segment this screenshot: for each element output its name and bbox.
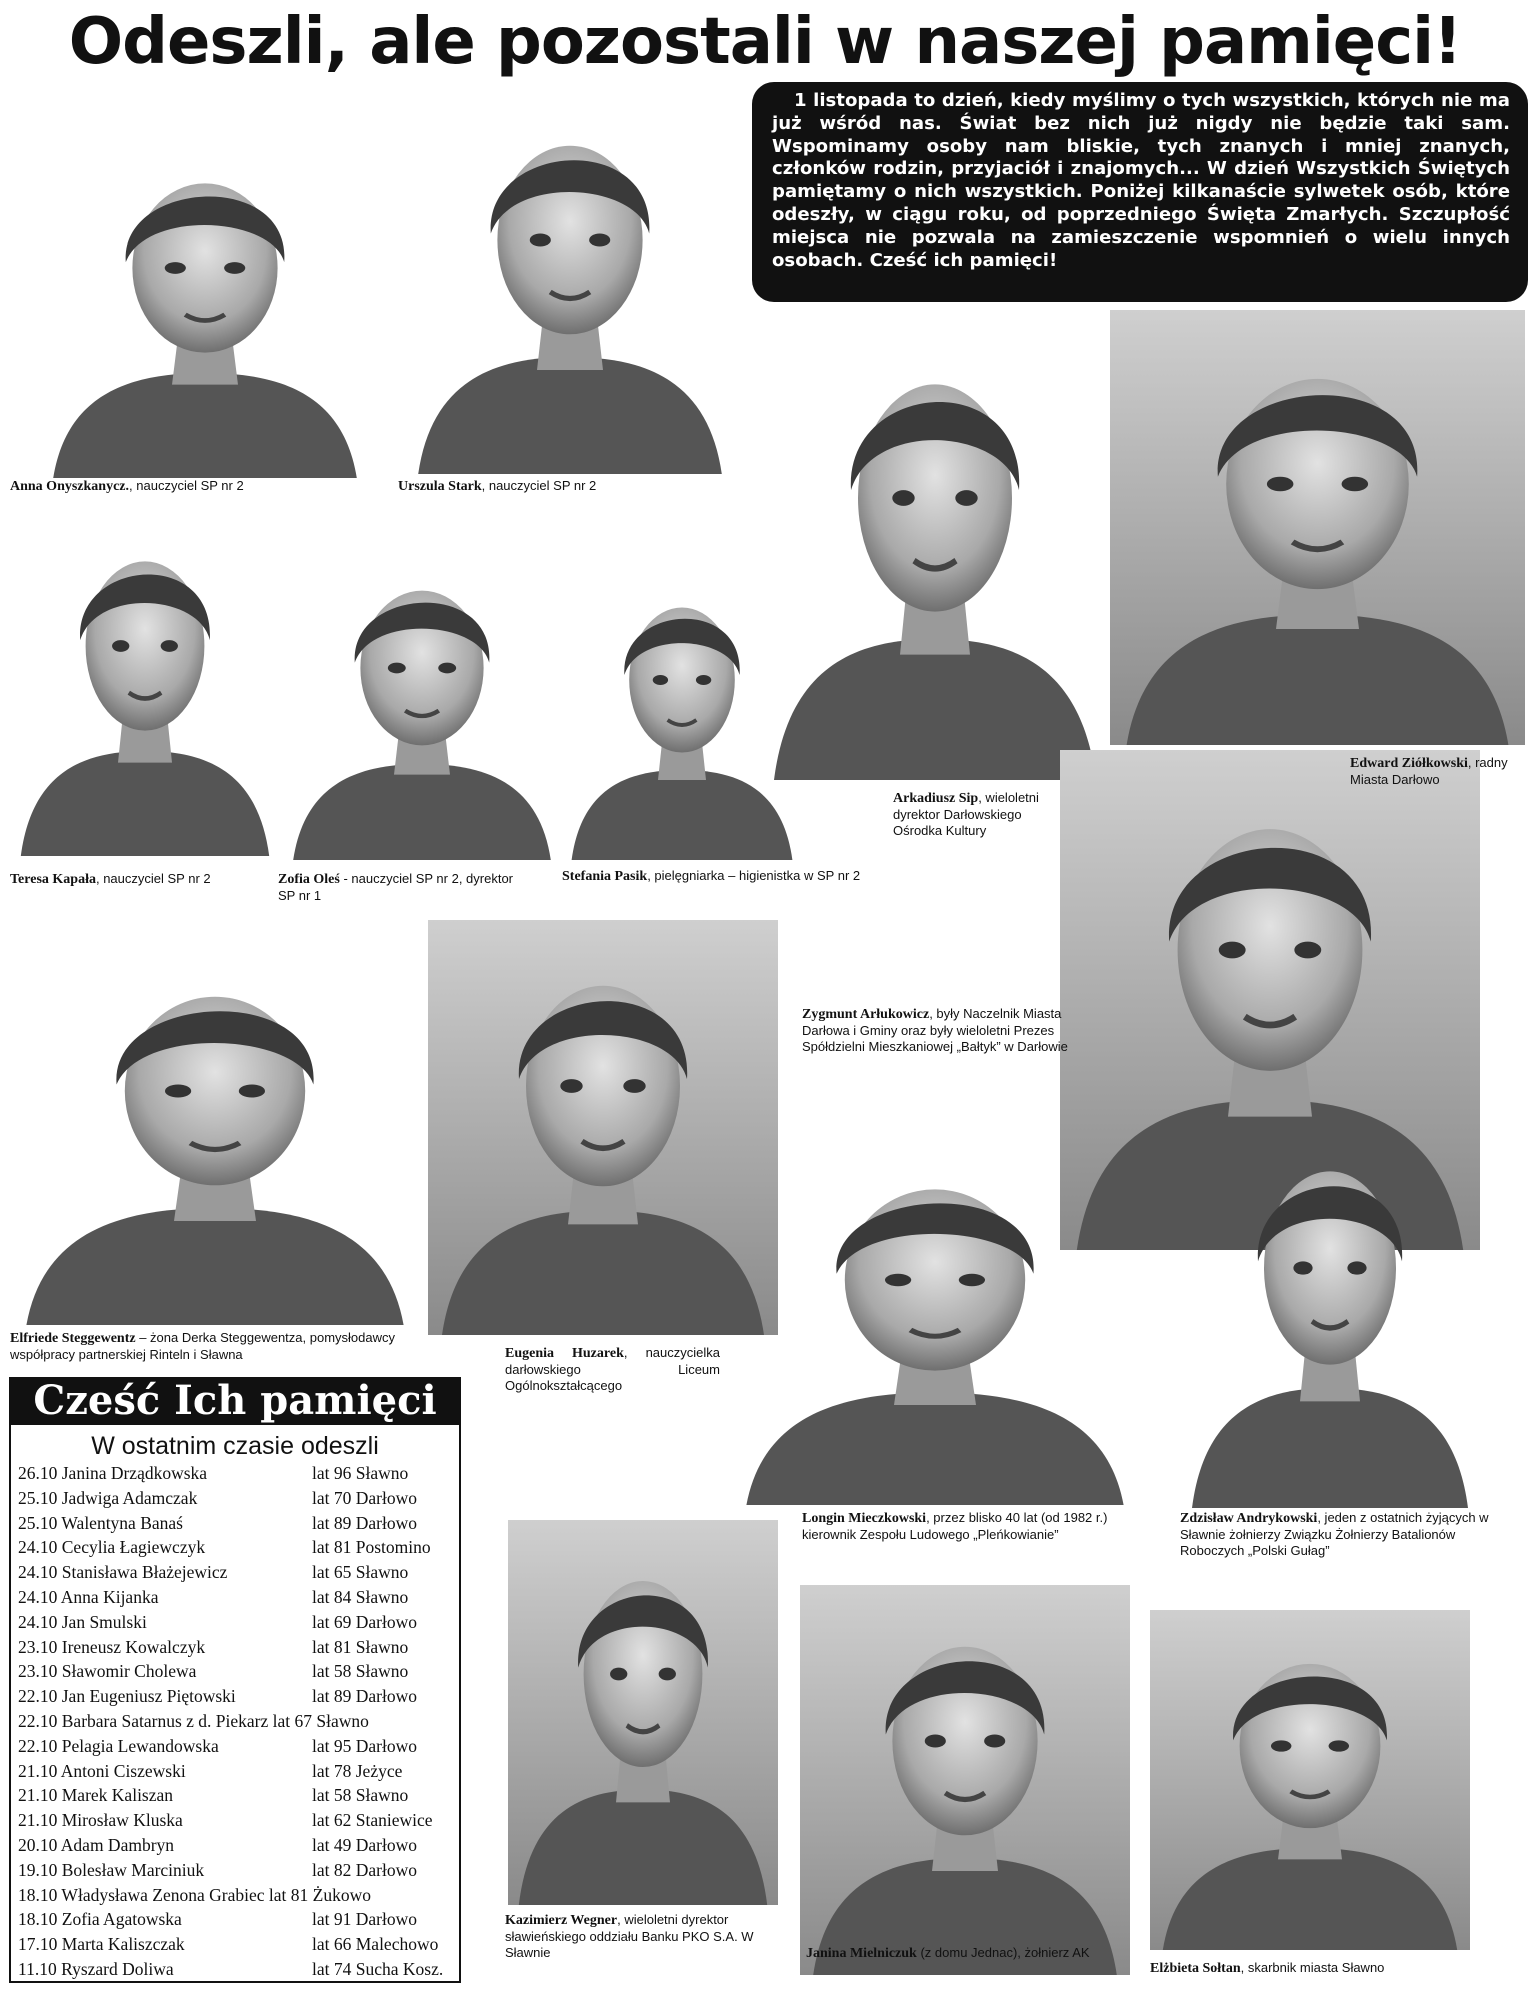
memorial-entry-name: 21.10 Marek Kaliszan [18, 1785, 174, 1806]
memorial-entry-name: 24.10 Cecylia Łagiewczyk [18, 1537, 206, 1558]
memorial-entry-name: 24.10 Jan Smulski [18, 1611, 147, 1632]
list-item [18, 1535, 458, 1560]
memorial-entry-name: 18.10 Zofia Agatowska [18, 1909, 182, 1930]
memorial-entry-name: 21.10 Antoni Ciszewski [18, 1760, 186, 1781]
list-item [18, 1635, 458, 1660]
memorial-entry-age-place: lat 69 Darłowo [312, 1611, 417, 1632]
list-item [18, 1610, 458, 1635]
list-item [18, 1709, 458, 1734]
caption-edward-ziolkowski: Edward Ziółkowski, radny Miasta Darłowo [1350, 755, 1508, 787]
caption-eugenia-huzarek: Eugenia Huzarek, nauczycielka darłowskiego Liceum Ogólnokształcącego [505, 1345, 720, 1393]
memorial-list [18, 1461, 458, 1982]
memorial-entry-name: 26.10 Janina Drządkowska [18, 1463, 208, 1483]
memorial-entry-name: 25.10 Walentyna Banaś [18, 1512, 183, 1533]
memorial-entry-name: 17.10 Marta Kaliszczak [18, 1934, 185, 1955]
memorial-entry-name: 22.10 Jan Eugeniusz Piętowski [18, 1686, 236, 1707]
memorial-entry-name: 25.10 Jadwiga Adamczak [18, 1487, 198, 1508]
list-item [18, 1808, 458, 1833]
list-item [18, 1932, 458, 1957]
list-item [18, 1858, 458, 1883]
memorial-entry-name: 11.10 Ryszard Doliwa [18, 1958, 174, 1979]
photo-elzbieta-soltan [1150, 1610, 1470, 1950]
memorial-entry-age-place: lat 66 Malechowo [312, 1934, 439, 1955]
photo-teresa-kapala [10, 506, 280, 856]
list-item [18, 1957, 458, 1982]
list-item [18, 1759, 458, 1784]
photo-janina-mielniczuk [800, 1585, 1130, 1975]
photo-eugenia-huzarek [428, 920, 778, 1335]
memorial-entry-age-place: lat 58 Sławno [312, 1661, 409, 1682]
memorial-entry-age-place: lat 82 Darłowo [312, 1859, 417, 1880]
photo-zdzislaw-andrykowski [1180, 1108, 1480, 1508]
photo-arkadiusz-sip [760, 310, 1110, 780]
memorial-box [9, 1377, 461, 1983]
caption-teresa-kapala: Teresa Kapała, nauczyciel SP nr 2 [10, 871, 211, 887]
memorial-entry-age-place: lat 89 Darłowo [312, 1686, 417, 1707]
memorial-entry-age-place: lat 84 Sławno [312, 1586, 409, 1607]
photo-anna-onyszkanycz [40, 128, 370, 478]
memorial-entry-name: 21.10 Mirosław Kluska [18, 1810, 183, 1831]
memorial-entry-age-place: lat 70 Darłowo [312, 1487, 417, 1508]
photo-elfriede-steggewentz [10, 935, 420, 1325]
list-item [18, 1486, 458, 1511]
memorial-entry-name: 19.10 Bolesław Marciniuk [18, 1859, 205, 1880]
memorial-entry-name: 18.10 Władysława Zenona Grabiec lat 81 Żukowo [18, 1884, 371, 1905]
memorial-entry-age-place: lat 58 Sławno [312, 1785, 409, 1806]
list-item [18, 1585, 458, 1610]
list-item [18, 1883, 458, 1908]
caption-arkadiusz-sip: Arkadiusz Sip, wieloletni dyrektor Darłowskiego Ośrodka Kultury [893, 790, 1039, 838]
caption-stefania-pasik: Stefania Pasik, pielęgniarka – higienistka w SP nr 2 [562, 868, 861, 884]
caption-kazimierz-wegner: Kazimierz Wegner, wieloletni dyrektor sławieńskiego oddziału Banku PKO S.A. W Sławnie [505, 1912, 754, 1960]
caption-zdzislaw-andrykowski: Zdzisław Andrykowski, jeden z ostatnich żyjących w Sławnie żołnierzy Związku Żołnierzy Batalionów Roboczych „Polski Gułag” [1180, 1510, 1489, 1558]
caption-urszula-stark: Urszula Stark, nauczyciel SP nr 2 [398, 478, 597, 494]
caption-elfriede-steggewentz: Elfriede Steggewentz – żona Derka Steggewentza, pomysłodawcy współpracy partnerskiej Rinteln i Sławna [10, 1330, 395, 1362]
memorial-entry-age-place: lat 78 Jeżyce [312, 1760, 403, 1781]
memorial-entry-age-place: lat 81 Postomino [312, 1537, 431, 1558]
caption-janina-mielniczuk: Janina Mielniczuk (z domu Jednac), żołnierz AK [806, 1945, 1090, 1961]
memorial-entry-name: 20.10 Adam Dambryn [18, 1834, 175, 1855]
list-item [18, 1461, 458, 1486]
list-item [18, 1907, 458, 1932]
page-headline: Odeszli, ale pozostali w naszej pamięci! [68, 5, 1462, 79]
memorial-entry-name: 23.10 Sławomir Cholewa [18, 1661, 197, 1682]
memorial-entry-name: 22.10 Barbara Satarnus z d. Piekarz lat 67 Sławno [18, 1710, 369, 1731]
memorial-entry-age-place: lat 89 Darłowo [312, 1512, 417, 1533]
intro-text-box: 1 listopada to dzień, kiedy myślimy o tych wszystkich, których nie ma już wśród nas. Świat bez nich już nigdy nie będzie taki sam. Wspominamy osoby nam bliskie, tych znanych i mniej znanych, członków rodzin, przyjaciół i znajomych... W dzień Wszystkich Świętych pamiętamy o nich wszystkich. Poniżej kilkanaście sylwetek osób, które odeszły, w ciągu roku, od poprzedniego Święta Zmarłych. Szczupłość miejsca nie pozwala na zamieszczenie wspomnień o wielu innych osobach. Cześć ich pamięci! [752, 82, 1528, 302]
memorial-entry-name: 23.10 Ireneusz Kowalczyk [18, 1636, 206, 1657]
caption-zygmunt-arlukowicz: Zygmunt Arłukowicz, były Naczelnik Miasta Darłowa i Gminy oraz były wieloletni Prezes Spółdzielni Mieszkaniowej „Bałtyk” w Darłowie [802, 1006, 1068, 1054]
list-item [18, 1560, 458, 1585]
photo-zofia-oles [282, 540, 562, 860]
list-item [18, 1833, 458, 1858]
memorial-subtitle: W ostatnim czasie odeszli [91, 1432, 379, 1460]
list-item [18, 1783, 458, 1808]
caption-elzbieta-soltan: Elżbieta Sołtan, skarbnik miasta Sławno [1150, 1960, 1385, 1976]
list-item [18, 1659, 458, 1684]
memorial-entry-age-place: lat 81 Sławno [312, 1636, 409, 1657]
memorial-entry-age-place: lat 49 Darłowo [312, 1834, 417, 1855]
photo-urszula-stark [405, 84, 735, 474]
photo-kazimierz-wegner [508, 1520, 778, 1905]
memorial-entry-age-place: lat 96 Sławno [312, 1463, 409, 1483]
memorial-entry-age-place: lat 65 Sławno [312, 1562, 409, 1583]
memorial-entry-age-place: lat 62 Staniewice [312, 1810, 433, 1831]
photo-edward-ziolkowski [1110, 310, 1525, 745]
memorial-entry-name: 24.10 Stanisława Błażejewicz [18, 1562, 228, 1583]
photo-longin-mieczkowski [730, 1130, 1140, 1505]
memorial-entry-age-place: lat 91 Darłowo [312, 1909, 417, 1930]
memorial-entry-age-place: lat 95 Darłowo [312, 1735, 417, 1756]
caption-zofia-oles: Zofia Oleś - nauczyciel SP nr 2, dyrektor SP nr 1 [278, 871, 514, 903]
caption-longin-mieczkowski: Longin Mieczkowski, przez blisko 40 lat (od 1982 r.) kierownik Zespołu Ludowego „Pleńkowianie” [802, 1510, 1108, 1542]
caption-anna-onyszkanycz: Anna Onyszkanycz., nauczyciel SP nr 2 [10, 478, 244, 494]
list-item [18, 1684, 458, 1709]
list-item [18, 1511, 458, 1536]
memorial-entry-age-place: lat 74 Sucha Kosz. [312, 1958, 444, 1979]
memorial-title: Cześć Ich pamięci [9, 1377, 461, 1425]
memorial-entry-name: 22.10 Pelagia Lewandowska [18, 1735, 219, 1756]
memorial-entry-name: 24.10 Anna Kijanka [18, 1586, 159, 1607]
list-item [18, 1734, 458, 1759]
